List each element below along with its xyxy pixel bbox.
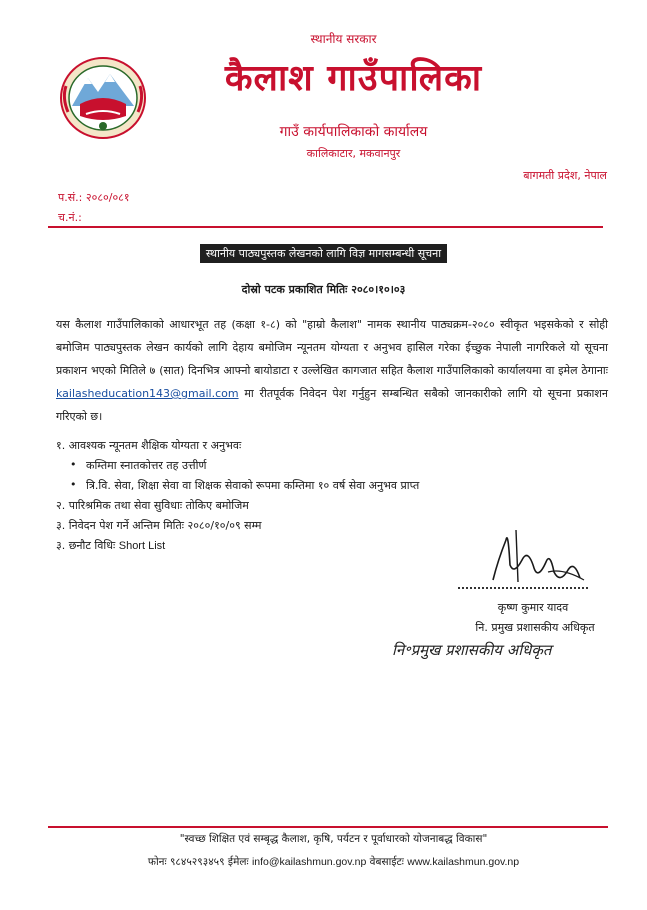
province-label: बागमती प्रदेश, नेपाल [523, 169, 607, 182]
letter-number: प.सं.: २०८०/०८१ [58, 191, 130, 204]
signatory-designation: नि. प्रमुख प्रशासकीय अधिकृत [475, 621, 595, 634]
signature-line [458, 587, 588, 589]
selection-method-label: ३. छनौट विधिः [56, 539, 116, 552]
handwritten-signature [488, 520, 588, 590]
requirement-1: १. आवश्यक न्यूनतम शैक्षिक योग्यता र अनुभवः [56, 439, 242, 452]
notice-title-text: स्थानीय पाठ्यपुस्तक लेखनको लागि विज्ञ मागसम्बन्धी सूचना [200, 244, 447, 263]
website-label: वेबसाईटः [369, 856, 404, 868]
notice-title [0, 242, 647, 261]
municipality-name: कैलाश गाउँपालिका [224, 58, 483, 99]
footer-email[interactable]: info@kailashmun.gov.np [251, 856, 367, 868]
requirement-3b [56, 538, 165, 553]
footer-contact [0, 855, 647, 869]
notice-body-text: यस कैलाश गाउँपालिकाको आधारभूत तह (कक्षा १-८) को "हाम्रो कैलाश" नामक स्थानीय पाठ्यक्रम-२०८० स्वीकृत भइसकेको र सोही बमोजिम पाठ्यपुस्तक लेखन कार्यको लागि देहाय बमोजिम न्यूनतम योग्यता र अनुभव हासिल गरेका ईच्छुक नेपाली नागरिकले यो सूचना प्रकाशन भएको मितिले ७ (सात) दिनभित्र आफ्नो बायोडाटा र उल्लेखित कागजात सहित कैलाश गाउँपालिकाको कार्यालयमा वा इमेल ठेगानाः [56, 318, 608, 377]
footer-divider [48, 826, 608, 828]
notice-body-closing: मा रीतपूर्वक निवेदन पेश गर्नुहुन सम्बन्धित सबैको जानकारीको लागि यो सूचना प्रकाशन गरिएको छ। [56, 387, 608, 423]
requirement-bullet-1: • कम्तिमा स्नातकोत्तर तह उत्तीर्ण [86, 458, 206, 473]
designation-stamp: नि॰प्रमुख प्रशासकीय अधिकृत [392, 641, 552, 659]
email-label: ईमेलः [227, 856, 249, 868]
footer-website[interactable]: www.kailashmun.gov.np [407, 856, 520, 868]
requirement-3a: ३. निवेदन पेश गर्ने अन्तिम मितिः २०८०/१०/०९ सम्म [56, 519, 262, 532]
phone-label: फोनः [147, 856, 167, 868]
email-link[interactable]: kailasheducation143@gmail.com [56, 387, 239, 400]
publish-date: दोस्रो पटक प्रकाशित मितिः २०८०।१०।०३ [241, 283, 406, 296]
office-address: कालिकाटार, मकवानपुर [306, 147, 401, 160]
selection-method-value: Short List [118, 540, 166, 552]
requirement-bullet-2: • त्रि.वि. सेवा, शिक्षा सेवा वा शिक्षक सेवाको रूपमा कम्तिमा १० वर्ष सेवा अनुभव प्राप्त [86, 478, 419, 493]
office-name: गाउँ कार्यपालिकाको कार्यालय [279, 124, 428, 140]
phone-number: ९८४५२९३४५९ [169, 856, 225, 868]
notice-body [56, 313, 608, 428]
dispatch-number: च.नं.: [58, 211, 82, 224]
footer-slogan: "स्वच्छ शिक्षित एवं सम्बृद्ध कैलाश, कृषि, पर्यटन र पूर्वाधारको योजनाबद्ध विकास" [179, 833, 488, 845]
requirement-2: २. पारिश्रमिक तथा सेवा सुविधाः तोकिए बमोजिम [56, 499, 249, 512]
signatory-name: कृष्ण कुमार यादव [497, 601, 569, 614]
government-label: स्थानीय सरकार [310, 32, 377, 46]
header-divider [48, 226, 603, 228]
